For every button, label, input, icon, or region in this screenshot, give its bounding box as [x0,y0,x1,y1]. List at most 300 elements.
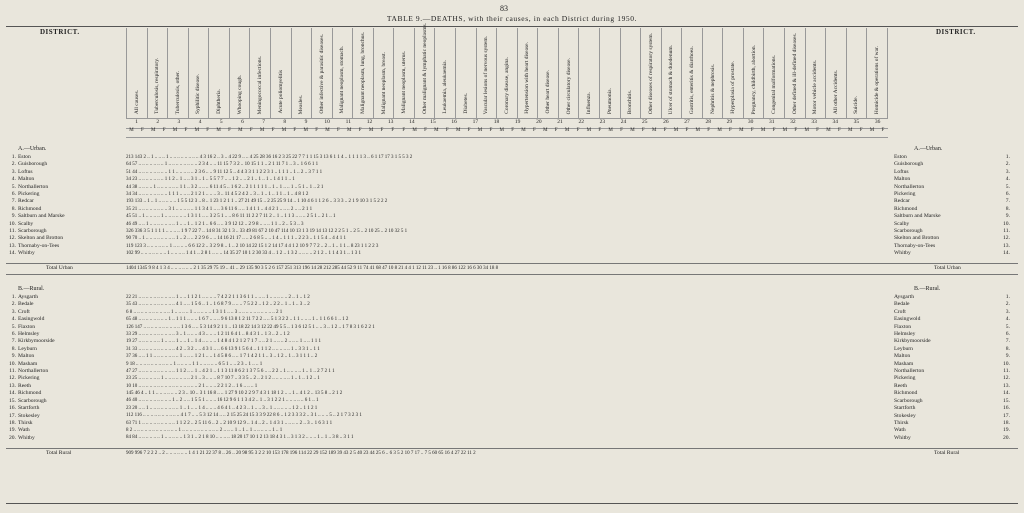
district-row-right [894,235,1010,242]
district-values: 63 71 1 .. .. .. .. .. .. .. .. .. 1 1 2 2 .. 2 5 11 6 .. 2 .. 2 10 9 12 9 .. 1 4 .. 2 .. 1 4 3 1 .. .. .. .. 2 .. 3 .. 1 6 3 1 1 [126,420,333,426]
column-number: 29 [726,119,733,125]
rural-total-rule [6,448,1018,449]
sex-header: M [347,128,352,133]
district-number-right: 10. [1003,220,1010,227]
urban-district-names [4,154,65,258]
district-number-right: 6. [1005,191,1010,198]
district-number-right: 20. [1003,434,1010,441]
sex-header: F [859,128,863,133]
district-row-right [894,243,1010,250]
column-header-label: Nephritis & nephrosis. [709,64,716,114]
sex-header: M [869,128,875,133]
sex-header: F [184,128,188,133]
district-name: Saltburn and Marske [18,213,65,220]
district-row [4,420,55,427]
district-number-right: 5. [1005,183,1010,190]
column-header [414,23,435,118]
district-name-right: Pickering [894,375,916,382]
district-row [4,250,65,257]
district-name-right: Helmsley [894,331,916,338]
district-number-right: 8. [1005,345,1010,352]
district-name: Whitby [18,250,35,257]
district-row-right [894,161,1010,168]
sex-header: F [772,128,776,133]
column-header [681,28,702,118]
district-row-right [894,316,1010,323]
column-header-label: Other diseases of respiratory system. [647,32,654,114]
district-row-right [894,169,1010,176]
district-name: Richmond [18,205,42,212]
column-number: 4 [198,119,202,125]
sex-header: F [445,128,449,133]
column-header [167,28,188,118]
rural-district-names [4,294,55,442]
district-name-right: Northallerton [894,368,925,375]
column-number: 27 [684,119,690,125]
column-number: 1 [135,119,138,125]
urban-data-grid [126,154,888,257]
district-number-right: 10. [1003,360,1010,367]
district-number: 4. [11,316,16,323]
column-header-label: Acute poliomyelitis [277,70,284,114]
district-row-right [894,361,1010,368]
district-name-right: Thirsk [894,419,909,426]
column-header [332,28,353,118]
sex-header: M [521,128,526,133]
district-name: Guisborough [18,161,48,168]
column-header-label: Coronary disease, angina. [503,57,510,114]
district-values: 8 2 .. .. .. .. .. .. .. .. .. .. .. .. 1 .. .. .. .. .. .. .. .. .. .. 2 .. .. .. 1 .. 1 .. 1 .. .. .. .. .. 1 .. 1 [126,428,283,434]
urban-heading-left: A.—Urban. [18,146,47,152]
district-row [4,383,55,390]
district-name: Scarborough [18,228,47,235]
district-row [4,294,55,301]
district-number: 19. [9,427,16,434]
district-values: 34 34 .. .. .. .. .. .. .. .. 1 1 1 .. .. .. 2 1 2 1 .. .. .. 3 .. 11 4 5 2 4 2 .. 3 .. 1 .. 1 .. 1 1 .. 1 .. 4 8 1 2 [126,191,309,197]
column-number: 14 [409,119,415,125]
rural-heading-right: B.—Rural. [914,286,941,292]
column-header-label: Leukaemia, aleukaemia. [442,60,449,114]
sex-header: F [140,128,144,133]
district-name: Pickering [18,375,40,382]
district-name: Flaxton [18,323,36,330]
sex-header: F [707,128,711,133]
district-name-right: Masham [894,360,914,367]
column-header-label: Suicide. [853,96,860,114]
district-number-right: 15. [1003,397,1010,404]
sex-header: M [281,128,287,133]
column-header-label: Other heart disease. [545,70,552,114]
column-header [846,28,867,118]
district-number-right: 9. [1005,213,1010,220]
district-name-right: Scalby [894,220,910,227]
column-number: 28 [705,119,711,125]
page-number: 83 [500,4,508,13]
column-number: 7 [262,119,265,125]
district-number: 4. [11,176,16,183]
district-number-right: 4. [1005,176,1010,183]
column-header [743,28,764,118]
district-row-right [894,228,1010,235]
column-header [208,28,229,118]
district-name-right: Whitby [894,250,911,257]
sex-header: F [271,128,275,133]
district-name-right: Malton [894,353,911,360]
district-values: 119 123 3 .. .. .. .. .. .. 1 .. .. .. .. 6 6 12 2 .. 3 2 9 8 .. 1 .. 2 10 14 22 15 1 2 14 17 4 4 1 2 10 9 7 7 2 .. 2 .. 1 .. 1 1 .. 8 23 1 1 2 2 3 [126,243,379,249]
district-number-right: 7. [1005,198,1010,205]
column-header [599,28,620,118]
column-number: 6 [241,119,244,125]
district-number: 3. [11,308,16,315]
district-name: Stokesley [18,412,40,419]
district-number: 14. [9,250,16,257]
rural-total-row [126,450,888,457]
column-header-label: Malignant neoplasm, breast. [380,51,387,114]
district-row [4,353,55,360]
district-row [4,316,55,323]
district-number-right: 9. [1005,353,1010,360]
sex-header: M [194,128,200,133]
sex-header: F [293,128,297,133]
district-number: 12. [9,375,16,382]
district-row [4,301,55,308]
district-number-right: 2. [1005,161,1010,168]
column-number: 35 [853,119,860,125]
column-number: 19 [514,119,521,125]
district-row [4,361,55,368]
district-row-right [894,375,1010,382]
sex-header: F [837,128,841,133]
column-header [702,28,723,118]
district-values: 46 49 .. .. 1 .. .. .. .. .. .. .. 1 .. .. 1 .. 1 2 1 .. 6 6 .. .. 3 9 12 12 .. 2 9 8 .. .. .. 1 1 .. 2 .. 5 3 .. 3 [126,221,304,227]
district-number-right: 5. [1005,323,1010,330]
rural-heading-left: B.—Rural. [18,286,45,292]
district-name: Pickering [18,191,40,198]
district-name: Croft [18,308,30,315]
district-values: 35 43 .. .. .. .. .. .. .. .. .. .. 4 1 .. .. 1 5 6 .. 1 .. 1 6 8 7 9 .. .. .. 7 5 2 2 .. 1 2 .. 2 2 .. 1 .. 1 .. 3 .. 2 [126,302,310,308]
district-name: Kirkbymoorside [18,338,55,345]
column-header [147,28,168,118]
column-number: 11 [345,119,351,125]
district-row [4,324,55,331]
column-number: 12 [366,119,373,125]
district-values: 34 23 .. .. .. .. .. .. .. 1 1 2 .. 1 .. .. 3 1 .. 1 .. 5 5 7 7 .. .. 1 2 .. .. 2 1 .. 1 .. 1 .. 1 4 1 1 .. 1 [126,177,295,183]
district-row-right [894,420,1010,427]
district-name-right: Wath [894,427,906,434]
district-values: 35 21 .. .. .. .. .. .. .. .. 3 1 .. .. .. .. .. 1 1 3 4 1 .. .. 3 6 11 6 .. .. 1 4 1 1 .. 4 4 2 1 .. .. .. 2 .. .. 2 1 1 [126,206,313,212]
district-values: 145 46 4 .. 1 1 .. .. .. .. .. .. 2 3 .. 10 .. 3 1 16 8 .. .. 1 27 9 10 2 2 9 7 4 3 1 18 1 2 .. .. 1 .. 4 1 2 .. 13 5 8 .. 2 1 2 [126,391,343,397]
district-name: Masham [18,360,38,367]
column-header-label: All other Accidents. [832,69,839,114]
district-row-right [894,346,1010,353]
column-header-label: Other infective & parasitic diseases. [318,34,325,114]
district-name: Richmond [18,390,42,397]
district-row [4,184,65,191]
district-name-right: Loftus [894,168,909,175]
district-row [4,368,55,375]
district-name-right: Whitby [894,434,911,441]
district-name: Startforth [18,405,40,412]
column-header-label: Other defined & ill-defined diseases. [791,32,798,114]
urban-total-label: Total Urban [46,265,73,271]
district-values: 102 99 .. .. .. .. .. .. .. 1 .. .. .. .. 1 4 1 .. 2 8 1 .. .. .. 14 35 27 10 1 2 30 33 4 .. 1 2 .. 1 3 2 .. .. .. .. 2 1 2 .. 1 1 4 3 1 .. 1 3 1 [126,251,361,257]
sex-header: M [325,128,330,133]
column-header [578,28,599,118]
district-name: Bedale [18,301,34,308]
column-header [291,28,312,118]
rural-total-label: Total Rural [46,450,72,456]
urban-district-names-right [894,154,1010,258]
rural-data-grid [126,294,888,442]
column-header [270,28,291,118]
district-number: 12. [9,235,16,242]
column-header-label: Congenital malformations. [771,55,778,114]
sex-header: M [717,128,722,133]
district-row [4,235,65,242]
sex-header: M [826,128,831,133]
district-number-right: 6. [1005,331,1010,338]
district-number: 6. [11,191,16,198]
urban-total-values: 1404 1345 9 8 4 1 3 4 .. .. .. .. .. .. 2 1 35 29 75 19 .. 41 .. 29 135 90 3 5 2 6 157 251 313 196 14 28 212 285 44 52 9 11 74 41 68 47 10 8 21 4 4 1 12 11 23 .. 1 16 8 86 122 16 6 30 34 18 8 [126,266,499,271]
column-header-label: Vascular lesions of nervous system. [483,35,490,114]
district-values: 31 33 .. .. .. .. .. .. .. .. .. .. 4 2 .. 3 2 .. .. 4 3 1 .. .. 6 6 13 9 1 5 6 4 .. 1 1 1 2 .. .. .. .. .. 1 .. 3 3 1 .. 1 1 [126,346,320,352]
district-row-right [894,176,1010,183]
sex-header: M [172,128,178,133]
sex-header: M [804,128,809,133]
sex-header: F [663,128,667,133]
sex-header: M [760,128,766,133]
district-number: 9. [11,213,16,220]
district-name-right: Easingwold [894,316,921,323]
district-name-right: Redcar [894,198,910,205]
district-name-right: Aysgarth [894,294,914,300]
column-number: 3 [177,119,181,125]
column-header [640,28,661,118]
district-name: Scalby [18,220,34,227]
district-number: 16. [9,405,16,412]
sex-header: F [598,128,602,133]
column-number: 25 [641,119,648,125]
district-number-right: 11. [1003,368,1010,375]
district-number-right: 19. [1003,427,1010,434]
column-header [434,28,455,118]
district-number: 17. [9,412,16,419]
district-name: Whitby [18,434,35,441]
district-values: 45 51 .. 1 .. .. .. .. 1 .. .. .. .. .. .. 1 3 1 1 .. .. 3 2 5 1 .. .. 8 6 11 11 2 2 7 11 2 .. 1 .. 1 1 3 .. .. .. 2 5 1 .. 2 1 .. 1 [126,214,336,220]
district-number: 14. [9,390,16,397]
column-header-label: Gastritis, enteritis & diarrhoea. [688,45,695,114]
column-header [866,28,888,118]
district-name-right: Leyburn [894,345,913,352]
column-header-label: Hypertension with heart disease. [524,42,531,114]
district-name: Aysgarth [18,294,38,300]
column-header-label: Syphilitic disease. [195,73,202,114]
sex-header: F [816,128,819,133]
district-name-right: Richmond [894,390,918,397]
rural-total-values: 909 996 7 2 2 2 .. 2 .. .. .. .. .. .. 1 4 1 21 22 37 8 .. 26 .. 20 98 95 3 2 2 10 153 178 196 114 22 29 152 189 39 43 2 5 40 23 44 25 6 .. 6 3 5 2 10 7 17 .. 7 5 60 65 16 4 27 22 11 2 [126,451,476,456]
column-header-label: Diphtheria. [216,89,223,114]
sex-header: M [477,128,483,133]
district-number: 13. [9,242,16,249]
column-number: 21 [557,119,563,125]
district-number-right: 16. [1003,405,1010,412]
column-header [825,28,846,118]
district-number: 1. [11,294,16,300]
district-values: 37 36 .. .. 1 1 .. .. .. .. .. .. .. 1 .. .. .. 1 2 1 .. .. 1 4 5 8 6 .. .. 1 7 1 4 2 1 1 .. 3 .. 1 2 .. 1 .. 3 1 1 1 .. 2 [126,354,318,360]
district-number-right: 8. [1005,205,1010,212]
sex-header: F [620,128,623,133]
sex-header: F [489,128,493,133]
sex-header: M [151,128,156,133]
column-header-label: Pneumonia. [606,87,613,114]
district-number: 7. [11,338,16,345]
district-values: 46 40 .. .. .. .. .. .. .. .. .. 1 .. 2 .. .. 1 5 5 1 .. .. .. 16 12 9 6 1 1 3 4 2 .. 1 .. 3 1 2 2 1 .. .. .. .. .. 6 1 .. 1 [126,398,319,404]
district-row [4,161,65,168]
column-header-label: Other circulatory disease. [565,57,572,114]
district-values: 22 21 .. .. .. .. .. .. .. .. .. .. 1 .. .. 1 1 2 1 .. .. .. .. 7 4 2 2 1 1 3 6 1 1 .. .. .. 1 .. .. .. .. .. 2 .. 1 .. 1 2 [126,295,310,300]
district-number: 5. [11,183,16,190]
district-row [4,176,65,183]
sex-header: M [608,128,613,133]
district-number: 7. [11,198,16,205]
column-header-label: Malignant neoplasm, stomach. [339,46,346,114]
district-name-right: Guisborough [894,161,924,168]
column-header [784,28,805,118]
district-number-right: 1. [1005,154,1010,160]
district-values: 64 57 .. .. .. .. .. .. .. 1 .. .. .. .. .. .. .. .. 2 3 4 .. .. 11 15 7 3 2 .. 10 15 1 1 .. 2 1 11 7 1 .. 3 .. 1 6 6 1 1 [126,162,319,168]
district-row [4,427,55,434]
column-number: 20 [536,119,542,125]
district-name-right: Pickering [894,191,916,198]
district-row [4,435,55,442]
column-header [352,28,373,118]
district-row [4,309,55,316]
district-name: Thornaby-on-Tees [18,242,60,249]
column-header [455,28,476,118]
district-name-right: Flaxton [894,323,912,330]
sex-header: M [303,128,308,133]
sex-header: F [685,128,689,133]
district-row-right [894,206,1010,213]
district-row-right [894,331,1010,338]
column-header [722,28,743,118]
district-row-right [894,154,1010,161]
district-values: 10 10 .. .. .. .. .. .. .. .. .. .. .. .. .. .. .. .. 2 1 .. .. .. 2 2 1 2 .. 1 6 .. .. .. 1 [126,383,258,389]
sex-header: F [729,128,732,133]
district-number-right: 17. [1003,412,1010,419]
column-number: 15 [430,119,436,125]
district-row-right [894,324,1010,331]
sex-header: M [651,128,657,133]
column-number: 2 [156,119,160,125]
column-header-label: Motor vehicle accidents. [812,59,819,114]
district-name-right: Startforth [894,405,916,412]
sex-header: M [499,128,504,133]
district-name-right: Saltburn and Marske [894,213,941,220]
district-row [4,221,65,228]
district-values: 47 27 .. .. .. .. .. .. .. .. .. .. 1 1 2 .. .. 1 .. 4 2 1 .. 1 1 3 11 8 6 2 1 3 7 5 6 .. .. 2 2 .. 1 .. .. .. .. 1 .. 1 .. 2 7 2 1 1 [126,368,335,374]
district-name-right: Scarborough [894,397,923,404]
district-values: 84 84 .. .. .. .. .. .. 1 .. .. .. .. .. 1 3 1 .. 2 1 8 10 .. .. .. .. 18 20 17 10 1 2 13 18 4 3 1 .. 3 1 3 2 .. .. .. 1 .. 1 .. 3 8 .. 3 1 1 [126,435,354,441]
district-name: Scarborough [18,397,47,404]
district-number-right: 13. [1003,382,1010,389]
column-header-label: Malignant neoplasm, uterus. [401,51,408,114]
column-number: 24 [620,119,627,125]
column-header [126,28,147,118]
district-row-right [894,398,1010,405]
sex-header: M [782,128,788,133]
district-row-right [894,405,1010,412]
district-number-right: 2. [1005,301,1010,308]
column-number: 13 [387,119,394,125]
column-header-label: Tuberculosis, respiratory. [154,58,161,114]
district-name: Redcar [18,198,34,205]
sex-header: F [511,128,514,133]
sex-header: M [848,128,853,133]
district-row-right [894,338,1010,345]
district-name-right: Bedale [894,301,910,308]
column-header [517,28,538,118]
district-row-right [894,221,1010,228]
district-name: Wath [18,427,30,434]
district-name-right: Thornaby-on-Tees [894,242,936,249]
column-header-label: Other malignant & lymphatic neoplasms. [421,23,428,114]
sex-header: M [455,128,461,133]
district-name-right: Stokesley [894,412,916,419]
column-number: 34 [832,119,838,125]
column-header-label: Bronchitis. [627,89,634,114]
district-row [4,198,65,205]
district-name-right: Croft [894,308,906,315]
district-number-right: 11. [1003,228,1010,235]
district-row [4,413,55,420]
sex-header: F [641,128,645,133]
district-name-right: Skelton and Brotton [894,235,940,242]
sex-header: F [424,128,427,133]
district-number: 10. [9,360,16,367]
urban-total-row [126,265,888,272]
column-number: 8 [283,119,287,125]
district-values: 90 70 .. 1 .. .. .. .. .. .. .. .. 1 .. 2 .. .. 2 2 9 6 .. .. 14 16 21 17 .. .. 2 6 8 5 .. .. 1 4 .. 1 1 1 .. 2 2 3 .. 1 1 5 4 .. 4 4 1 1 [126,236,346,242]
column-number: 22 [578,119,584,125]
district-row [4,213,65,220]
district-number: 3. [11,168,16,175]
sex-header: M [739,128,744,133]
column-number: 18 [493,119,500,125]
sex-header: M [368,128,374,133]
district-row [4,206,65,213]
district-row-right [894,368,1010,375]
district-row [4,154,65,161]
column-header-label: Malignant neoplasm, lung, bronchus. [359,32,366,114]
district-number-right: 14. [1003,390,1010,397]
district-number: 18. [9,419,16,426]
district-number: 10. [9,220,16,227]
district-name: Malton [18,176,35,183]
sex-header: F [380,128,384,133]
district-number-right: 3. [1005,308,1010,315]
district-number: 11. [9,228,16,235]
district-row-right [894,435,1010,442]
sex-header: M [673,128,679,133]
district-name-right: Scarborough [894,228,923,235]
rural-total-label-right: Total Rural [934,450,960,456]
district-values: 6 8 .. .. .. .. .. .. .. .. .. .. 1 .. .. .. .. 1 .. .. .. .. .. 1 3 1 1 .. .. 3 .. .. .. .. .. .. .. .. .. .. 2 1 [126,309,283,315]
sex-header: M [259,128,265,133]
column-header [393,28,414,118]
sex-header: F [336,128,340,133]
district-number: 6. [11,331,16,338]
